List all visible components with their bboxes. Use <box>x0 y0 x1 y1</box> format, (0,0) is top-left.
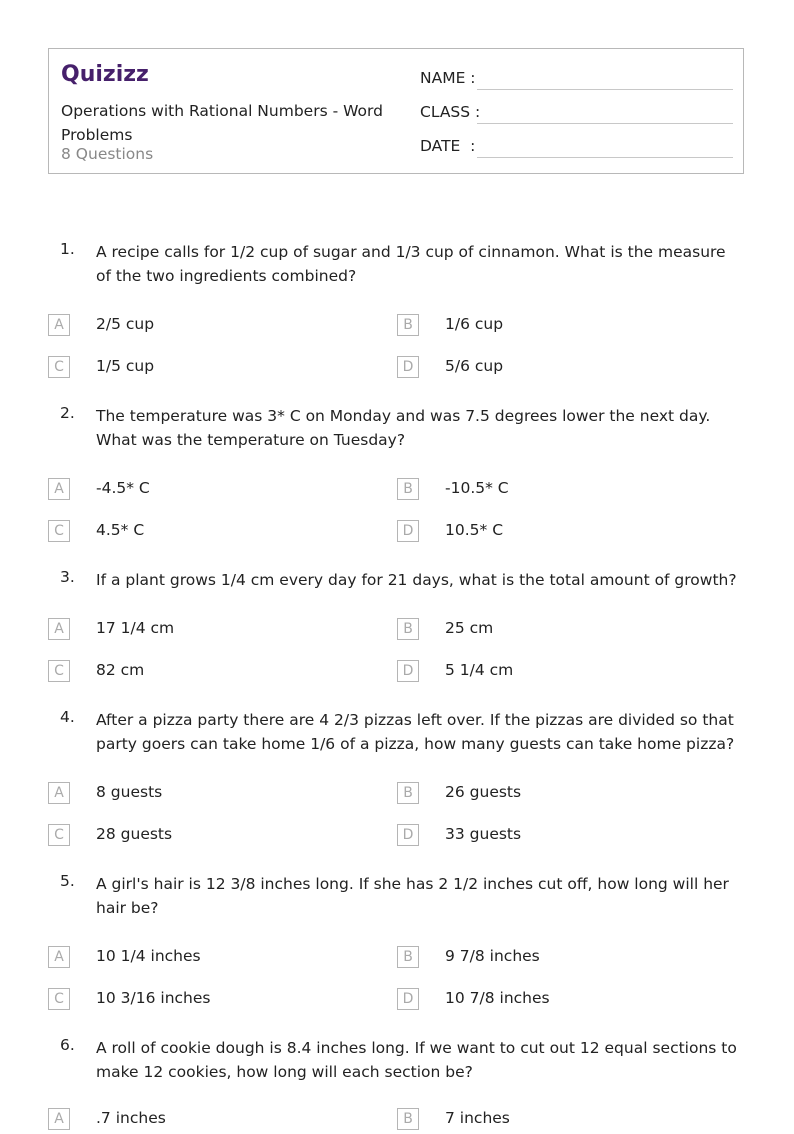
question-number: 3. <box>60 568 75 586</box>
option-letter: A <box>48 1108 70 1130</box>
option-text: .7 inches <box>96 1109 166 1127</box>
option-letter: C <box>48 988 70 1010</box>
option-text: 5 1/4 cm <box>445 661 514 679</box>
option-text: 10 7/8 inches <box>445 989 550 1007</box>
option-text: -4.5* C <box>96 479 150 497</box>
class-line[interactable] <box>477 123 733 124</box>
option-letter: D <box>397 988 419 1010</box>
svg-text:Quizizz: Quizizz <box>61 62 149 87</box>
question-text: A girl's hair is 12 3/8 inches long. If she has 2 1/2 inches cut off, how long will her hair be? <box>96 875 729 917</box>
option-letter: B <box>397 1108 419 1130</box>
name-line[interactable] <box>477 89 733 90</box>
option-text: 7 inches <box>445 1109 510 1127</box>
option-text: 8 guests <box>96 783 163 801</box>
question-text: The temperature was 3* C on Monday and was 7.5 degrees lower the next day. What was the temperature on Tuesday? <box>96 407 711 449</box>
option-text: 10 1/4 inches <box>96 947 201 965</box>
question-number: 2. <box>60 404 75 422</box>
date-label: DATE : <box>420 137 476 155</box>
date-line[interactable] <box>477 157 733 158</box>
option-text: 1/5 cup <box>96 357 155 375</box>
option-text: 17 1/4 cm <box>96 619 175 637</box>
question-count: 8 Questions <box>61 145 154 163</box>
option-letter: C <box>48 824 70 846</box>
question-number: 6. <box>60 1036 75 1054</box>
option-letter: D <box>397 356 419 378</box>
option-letter: B <box>397 946 419 968</box>
option-letter: A <box>48 782 70 804</box>
option-letter: A <box>48 314 70 336</box>
question-text: After a pizza party there are 4 2/3 pizzas left over. If the pizzas are divided so that party goers can take home 1/6 of a pizza, how many guests can take home pizza? <box>96 711 735 753</box>
worksheet-title: Operations with Rational Numbers - Word Problems <box>61 102 383 144</box>
option-letter: D <box>397 660 419 682</box>
option-text: 28 guests <box>96 825 173 843</box>
option-text: 5/6 cup <box>445 357 504 375</box>
option-text: 2/5 cup <box>96 315 155 333</box>
option-text: 1/6 cup <box>445 315 504 333</box>
question-text: A recipe calls for 1/2 cup of sugar and 1/3 cup of cinnamon. What is the measure of the two ingredients combined? <box>96 243 726 285</box>
option-text: 10 3/16 inches <box>96 989 211 1007</box>
option-letter: C <box>48 356 70 378</box>
option-text: 4.5* C <box>96 521 145 539</box>
question-text: A roll of cookie dough is 8.4 inches long. If we want to cut out 12 equal sections to make 12 cookies, how long will each section be? <box>96 1039 737 1081</box>
question-number: 4. <box>60 708 75 726</box>
option-letter: A <box>48 946 70 968</box>
option-letter: B <box>397 314 419 336</box>
option-text: 9 7/8 inches <box>445 947 540 965</box>
option-letter: A <box>48 478 70 500</box>
class-label: CLASS : <box>420 103 481 121</box>
name-label: NAME : <box>420 69 476 87</box>
option-text: 26 guests <box>445 783 522 801</box>
question-text: If a plant grows 1/4 cm every day for 21 days, what is the total amount of growth? <box>96 571 737 589</box>
option-text: -10.5* C <box>445 479 509 497</box>
option-letter: A <box>48 618 70 640</box>
option-letter: B <box>397 782 419 804</box>
option-letter: D <box>397 824 419 846</box>
option-text: 82 cm <box>96 661 145 679</box>
quizizz-logo <box>61 59 151 87</box>
option-letter: C <box>48 660 70 682</box>
worksheet-header <box>48 48 744 174</box>
option-text: 25 cm <box>445 619 494 637</box>
option-letter: B <box>397 618 419 640</box>
option-text: 10.5* C <box>445 521 504 539</box>
option-text: 33 guests <box>445 825 522 843</box>
question-number: 5. <box>60 872 75 890</box>
option-letter: B <box>397 478 419 500</box>
option-letter: C <box>48 520 70 542</box>
question-number: 1. <box>60 240 75 258</box>
option-letter: D <box>397 520 419 542</box>
